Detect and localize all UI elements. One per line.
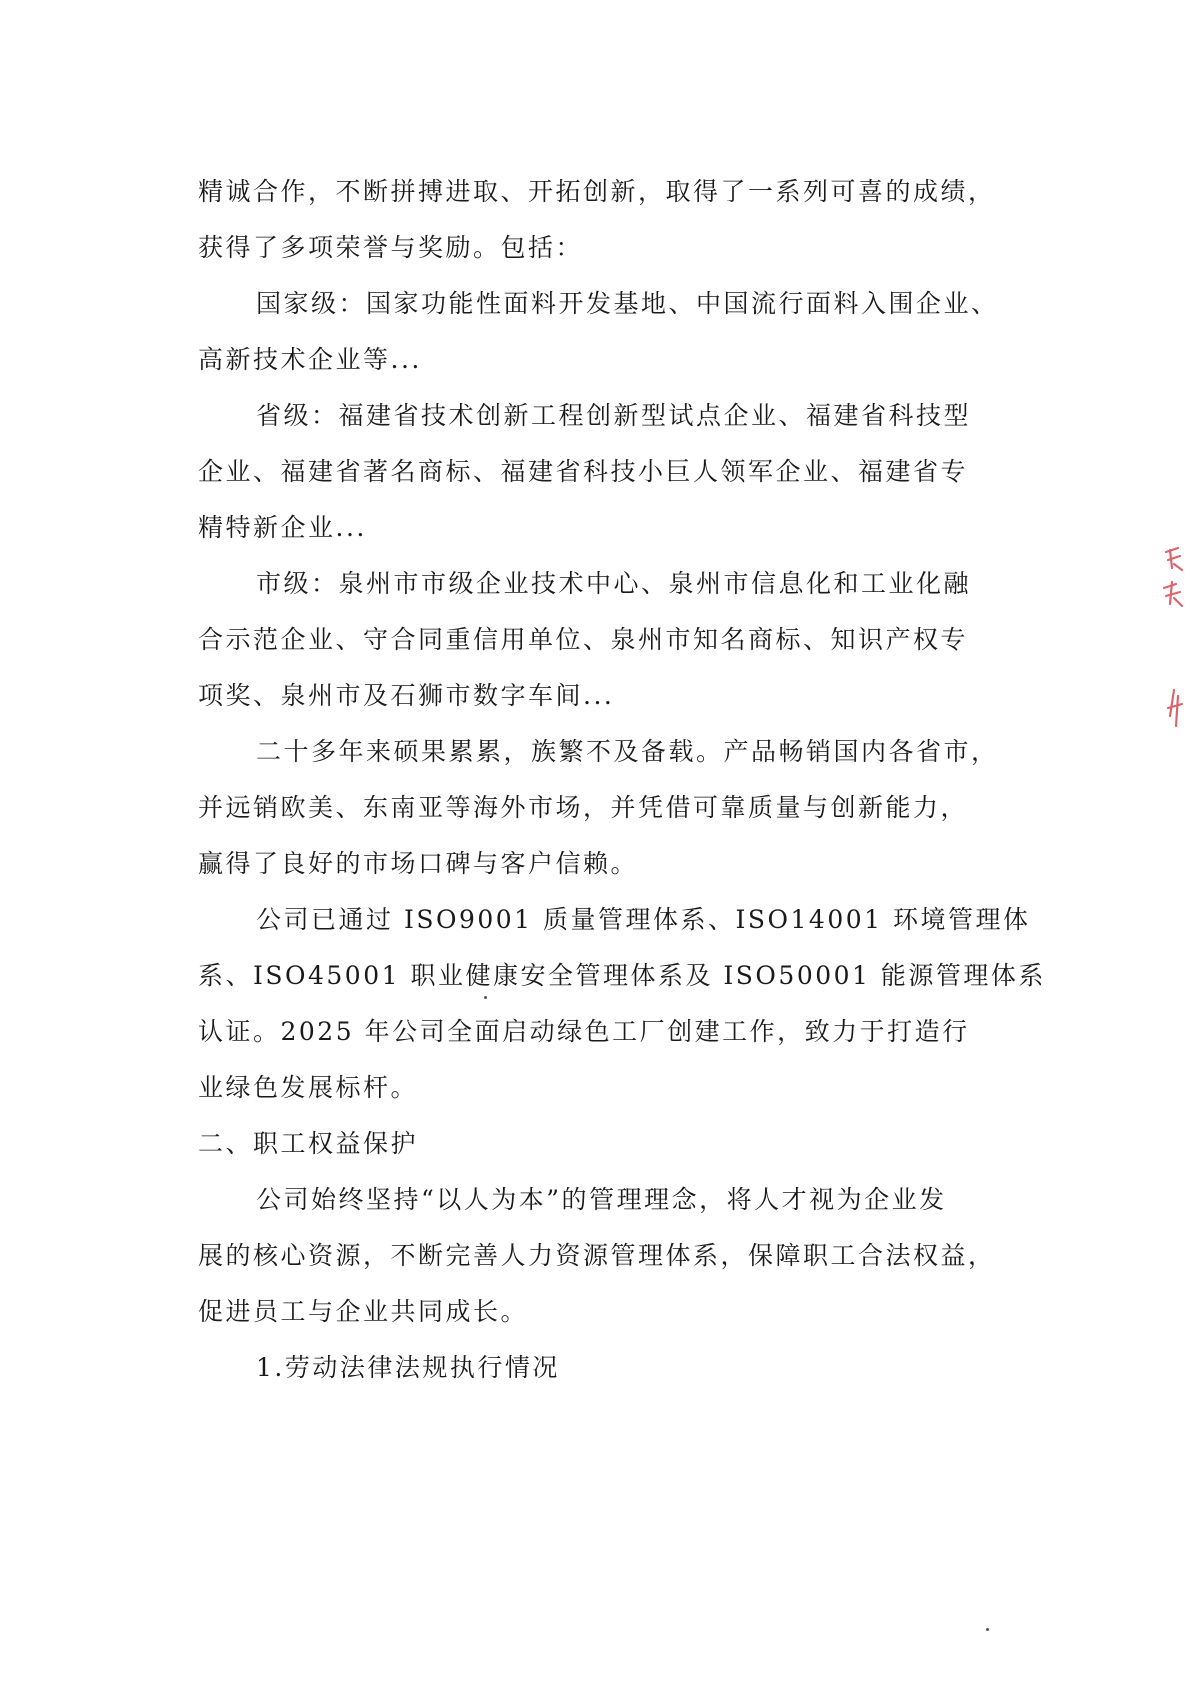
paragraph-line: 高新技术企业等... [198,345,422,374]
paragraph-line: 赢得了良好的市场口碑与客户信赖。 [198,849,639,878]
paragraph-line: 系、ISO45001 职业健康安全管理体系及 ISO50001 能源管理体系 [198,961,1046,990]
paragraph-line: 并远销欧美、东南亚等海外市场，并凭借可靠质量与创新能力， [198,793,969,822]
paragraph-line: 公司已通过 ISO9001 质量管理体系、ISO14001 环境管理体 [256,905,1031,934]
scan-speck [484,996,487,999]
paragraph-line: 精特新企业... [198,513,367,542]
paragraph-line: 项奖、泉州市及石狮市数字车间... [198,681,615,710]
paragraph-line: 市级：泉州市市级企业技术中心、泉州市信息化和工业化融 [256,569,972,598]
subsection-heading: 1.劳动法律法规执行情况 [256,1353,560,1382]
paragraph-line: 精诚合作，不断拼搏进取、开拓创新，取得了一系列可喜的成绩， [198,177,996,206]
paragraph-line: 企业、福建省著名商标、福建省科技小巨人领军企业、福建省专 [198,457,969,486]
seal-stamp-fragment [1152,540,1188,750]
paragraph-line: 促进员工与企业共同成长。 [198,1297,529,1326]
section-heading: 二、职工权益保护 [198,1129,419,1158]
paragraph-line: 获得了多项荣誉与奖励。包括： [198,233,584,262]
paragraph-line: 二十多年来硕果累累，族繁不及备载。产品畅销国内各省市， [256,737,999,766]
paragraph-line: 合示范企业、守合同重信用单位、泉州市知名商标、知识产权专 [198,625,969,654]
paragraph-line: 业绿色发展标杆。 [198,1073,419,1102]
paragraph-line: 展的核心资源，不断完善人力资源管理体系，保障职工合法权益， [198,1241,996,1270]
scan-speck [986,1628,989,1631]
paragraph-line: 认证。2025 年公司全面启动绿色工厂创建工作，致力于打造行 [198,1017,970,1046]
paragraph-line: 省级：福建省技术创新工程创新型试点企业、福建省科技型 [256,401,972,430]
paragraph-line: 国家级：国家功能性面料开发基地、中国流行面料入围企业、 [256,289,999,318]
paragraph-line: 公司始终坚持“以人为本”的管理理念，将人才视为企业发 [256,1185,947,1214]
